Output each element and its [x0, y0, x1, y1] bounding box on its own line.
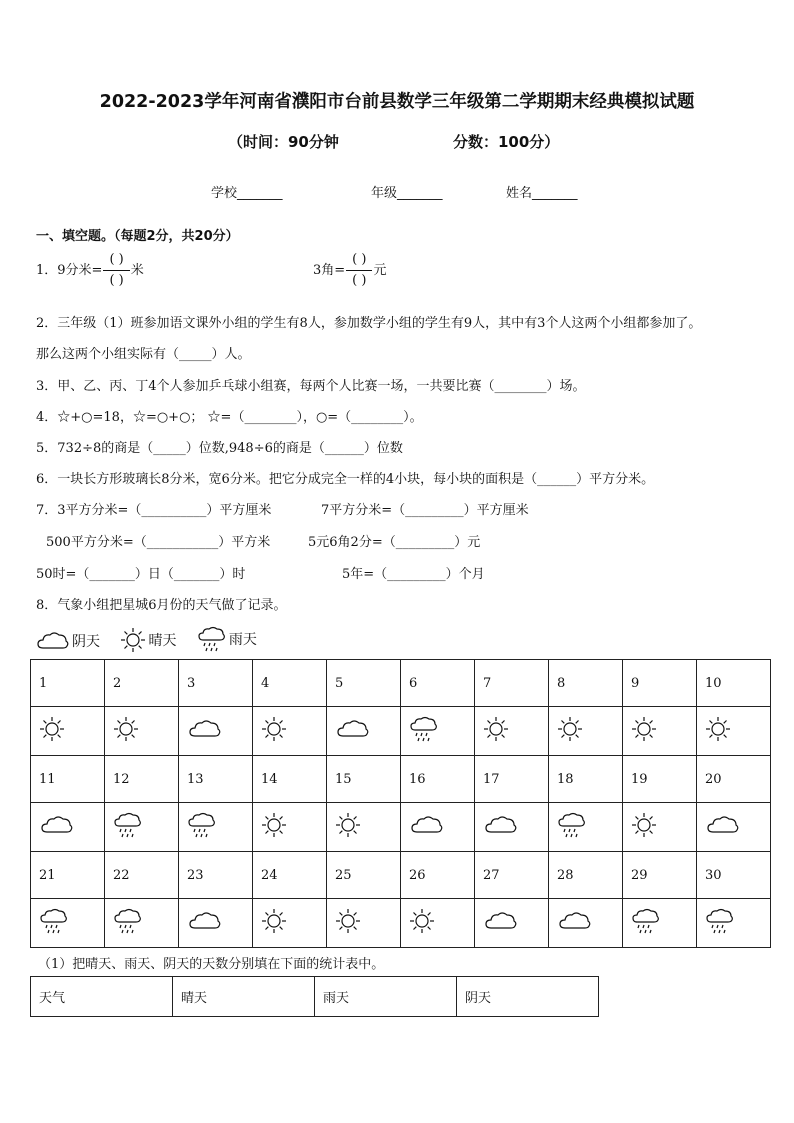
calendar-day-number: 7 [475, 660, 549, 707]
calendar-day-number: 17 [475, 756, 549, 803]
calendar-day-number: 24 [253, 852, 327, 899]
calendar-day-number: 16 [401, 756, 475, 803]
cloud-icon [335, 730, 371, 745]
calendar-day-number: 3 [179, 660, 253, 707]
rain-icon [187, 828, 217, 843]
calendar-weather-cell [475, 707, 549, 756]
weather-calendar [30, 659, 771, 948]
question-7b: 7平方分米=（_________）平方厘米 [321, 503, 529, 518]
stat-header: 晴天 [173, 977, 315, 1017]
school-field[interactable]: 学校_______ [211, 186, 283, 201]
question-6: 6．一块长方形玻璃长8分米，宽6分米。把它分成完全一样的4小块，每小块的面积是（______）平方分米。 [36, 472, 655, 487]
calendar-weather-cell [31, 899, 105, 948]
calendar-day-number: 30 [697, 852, 771, 899]
calendar-day-number: 1 [31, 660, 105, 707]
calendar-day-number: 27 [475, 852, 549, 899]
question-2-line1: 2．三年级（1）班参加语文课外小组的学生有8人，参加数学小组的学生有9人，其中有3个人这两个小组都参加了。 [36, 316, 702, 331]
calendar-weather-cell [253, 803, 327, 852]
name-field[interactable]: 姓名_______ [506, 186, 578, 201]
calendar-weather-cell [623, 899, 697, 948]
calendar-weather-cell [549, 899, 623, 948]
calendar-day-number: 9 [623, 660, 697, 707]
calendar-weather-cell [253, 707, 327, 756]
rain-icon [113, 828, 143, 843]
legend-sunny: 晴天 [120, 627, 176, 653]
question-1b: 3角= $\frac{( )}{( )}$ 元 [313, 252, 387, 288]
question-7c: 500平方分米=（___________）平方米 [46, 535, 271, 550]
question-4: 4．☆+○=18，☆=○+○； ☆=（________），○=（________）。 [36, 410, 423, 425]
section-heading: 一、填空题。（每题2分，共20分） [36, 229, 239, 244]
sun-icon [705, 731, 731, 746]
cloud-icon [187, 922, 223, 937]
calendar-day-row [31, 756, 771, 803]
rain-icon [409, 732, 439, 747]
fraction-answer[interactable]: $\frac{( )}{( )}$ [346, 252, 372, 289]
calendar-day-row [31, 660, 771, 707]
calendar-day-number: 10 [697, 660, 771, 707]
calendar-day-number: 20 [697, 756, 771, 803]
calendar-weather-cell [549, 707, 623, 756]
calendar-weather-cell [401, 803, 475, 852]
exam-time: （时间：90分钟 [228, 133, 339, 151]
sun-icon [261, 923, 287, 938]
calendar-day-number: 14 [253, 756, 327, 803]
calendar-day-number: 5 [327, 660, 401, 707]
rain-icon [705, 924, 735, 939]
question-8-sub1: （1）把晴天、雨天、阴天的天数分别填在下面的统计表中。 [38, 957, 385, 972]
cloud-icon [705, 826, 741, 841]
fraction-answer[interactable]: $\frac{( )}{( )}$ [103, 252, 129, 289]
calendar-weather-cell [105, 899, 179, 948]
rain-icon [557, 828, 587, 843]
calendar-weather-cell [623, 707, 697, 756]
calendar-day-number: 22 [105, 852, 179, 899]
calendar-weather-cell [327, 899, 401, 948]
rain-icon [197, 625, 227, 653]
cloud-icon [483, 826, 519, 841]
calendar-weather-cell [549, 803, 623, 852]
calendar-weather-cell [327, 707, 401, 756]
cloud-icon [36, 629, 70, 653]
sun-icon [483, 731, 509, 746]
sun-icon [261, 731, 287, 746]
calendar-weather-cell [179, 803, 253, 852]
cloud-icon [557, 922, 593, 937]
sun-icon [557, 731, 583, 746]
calendar-day-number: 26 [401, 852, 475, 899]
rain-icon [113, 924, 143, 939]
sun-icon [335, 827, 361, 842]
calendar-day-number: 23 [179, 852, 253, 899]
rain-icon [631, 924, 661, 939]
calendar-weather-cell [475, 899, 549, 948]
calendar-weather-cell [179, 707, 253, 756]
calendar-weather-cell [179, 899, 253, 948]
question-7e: 50时=（_______）日（_______）时 [36, 567, 246, 582]
question-3: 3．甲、乙、丙、丁4个人参加乒乓球小组赛，每两个人比赛一场，一共要比赛（________）场。 [36, 379, 586, 394]
calendar-day-number: 11 [31, 756, 105, 803]
stat-header: 阴天 [457, 977, 599, 1017]
calendar-day-number: 2 [105, 660, 179, 707]
sun-icon [409, 923, 435, 938]
calendar-day-number: 29 [623, 852, 697, 899]
question-2-line2: 那么这两个小组实际有（_____）人。 [36, 347, 251, 362]
calendar-day-number: 13 [179, 756, 253, 803]
calendar-day-number: 21 [31, 852, 105, 899]
question-7d: 5元6角2分=（_________）元 [308, 535, 481, 550]
sun-icon [335, 923, 361, 938]
rain-icon [39, 924, 69, 939]
stat-header: 雨天 [315, 977, 457, 1017]
question-7a: 7．3平方分米=（__________）平方厘米 [36, 503, 272, 518]
calendar-day-number: 28 [549, 852, 623, 899]
calendar-weather-cell [697, 803, 771, 852]
cloud-icon [483, 922, 519, 937]
cloud-icon [39, 826, 75, 841]
page-title: 2022-2023学年河南省濮阳市台前县数学三年级第二学期期末经典模拟试题 [99, 92, 695, 112]
weather-stat-table [30, 976, 599, 1017]
calendar-weather-cell [401, 899, 475, 948]
cloud-icon [409, 826, 445, 841]
calendar-weather-cell [401, 707, 475, 756]
sun-icon [631, 827, 657, 842]
question-8: 8．气象小组把星城6月份的天气做了记录。 [36, 598, 287, 613]
calendar-weather-cell [327, 803, 401, 852]
calendar-day-number: 25 [327, 852, 401, 899]
legend-rainy: 雨天 [197, 625, 257, 653]
calendar-weather-row [31, 803, 771, 852]
calendar-weather-cell [105, 803, 179, 852]
calendar-weather-cell [31, 707, 105, 756]
calendar-weather-cell [253, 899, 327, 948]
legend-cloudy: 阴天 [36, 629, 100, 653]
exam-score: 分数：100分） [453, 133, 560, 151]
grade-field[interactable]: 年级_______ [371, 186, 443, 201]
calendar-weather-cell [105, 707, 179, 756]
sun-icon [631, 731, 657, 746]
question-5: 5．732÷8的商是（_____）位数,948÷6的商是（______）位数 [36, 441, 403, 456]
calendar-weather-row [31, 899, 771, 948]
cloud-icon [187, 730, 223, 745]
calendar-day-number: 12 [105, 756, 179, 803]
sun-icon [261, 827, 287, 842]
calendar-day-number: 4 [253, 660, 327, 707]
calendar-weather-cell [697, 707, 771, 756]
stat-header: 天气 [31, 977, 173, 1017]
calendar-weather-row [31, 707, 771, 756]
calendar-day-row [31, 852, 771, 899]
sun-icon [120, 627, 146, 653]
sun-icon [39, 731, 65, 746]
calendar-day-number: 19 [623, 756, 697, 803]
calendar-weather-cell [697, 899, 771, 948]
weather-legend [36, 625, 273, 657]
calendar-day-number: 6 [401, 660, 475, 707]
calendar-weather-cell [31, 803, 105, 852]
calendar-day-number: 8 [549, 660, 623, 707]
calendar-weather-cell [475, 803, 549, 852]
calendar-day-number: 18 [549, 756, 623, 803]
question-7f: 5年=（_________）个月 [342, 567, 485, 582]
calendar-weather-cell [623, 803, 697, 852]
calendar-day-number: 15 [327, 756, 401, 803]
question-1a: 1．9分米= $\frac{( )}{( )}$ 米 [36, 252, 144, 288]
sun-icon [113, 731, 139, 746]
